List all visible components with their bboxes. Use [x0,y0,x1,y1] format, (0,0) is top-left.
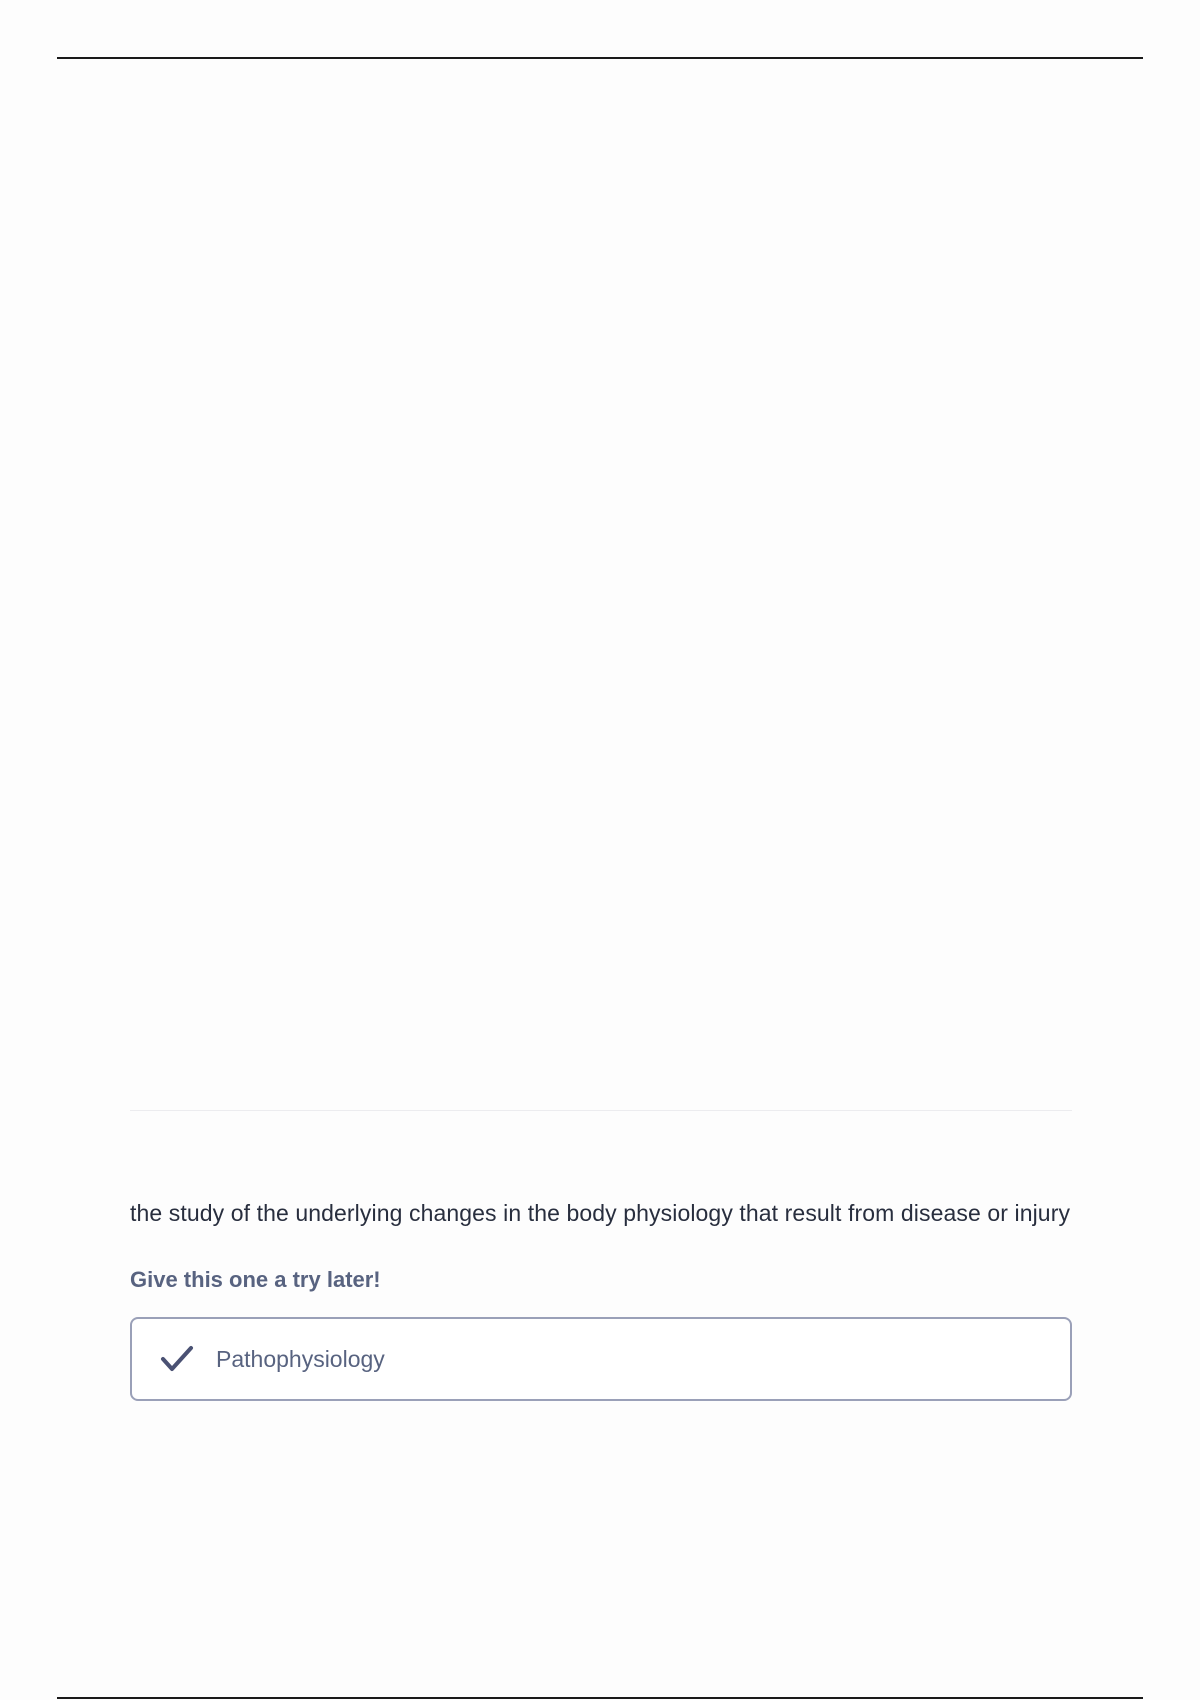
card-divider [130,1110,1072,1111]
definition-text: the study of the underlying changes in the body physiology that result from disease or injury [130,1200,1071,1226]
page-top-rule [57,57,1143,59]
answer-option[interactable] [130,1317,1072,1401]
check-icon [160,1344,194,1374]
answer-term: Pathophysiology [216,1345,385,1372]
flashcard [130,1110,1072,1401]
try-later-prompt: Give this one a try later! [130,1267,381,1292]
page-bottom-rule [57,1697,1143,1699]
